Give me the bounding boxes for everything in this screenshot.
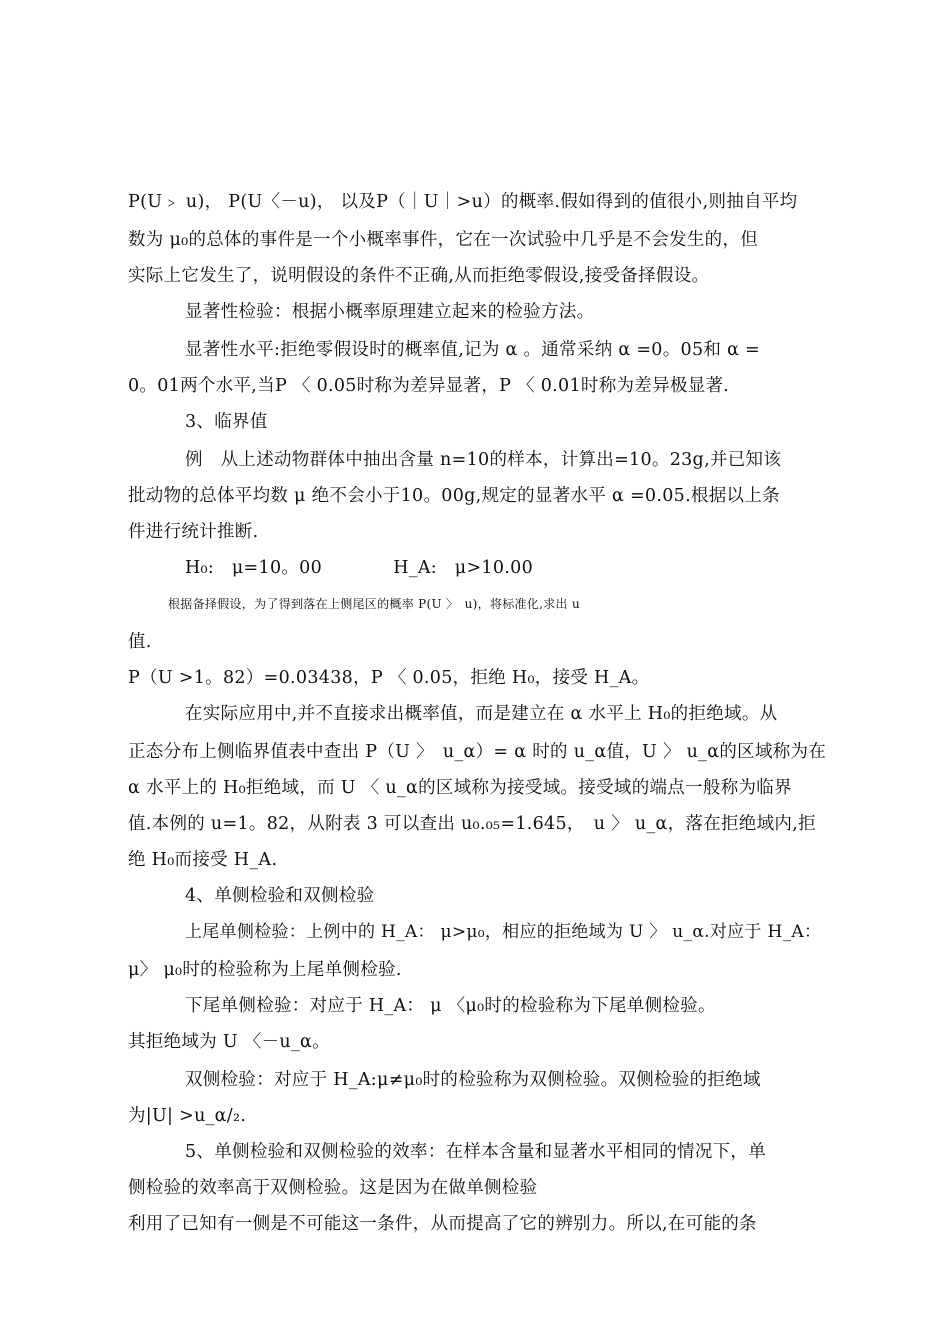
text-line: 上尾单侧检验：上例中的 H_A： μ>μ₀，相应的拒绝域为 U 〉 u_α.对应于 H_A：	[185, 922, 822, 942]
text-line: 显著性水平:拒绝零假设时的概率值,记为 α 。通常采纳 α =0。05和 α =	[185, 340, 761, 360]
text-line: 双侧检验：对应于 H_A:μ≠μ₀时的检验称为双侧检验。双侧检验的拒绝域	[185, 1070, 761, 1090]
text-line: 绝 H₀而接受 H_A.	[128, 850, 278, 870]
section-heading: 5、单侧检验和双侧检验的效率：在样本含量和显著水平相同的情况下，单	[185, 1142, 767, 1162]
hypothesis-line: H₀: μ=10。00 H_A: μ>10.00	[185, 558, 534, 578]
text-line: 值.	[128, 632, 152, 652]
text-line: 为|U| >u_α/₂.	[128, 1106, 247, 1126]
text-line: 例 从上述动物群体中抽出含量 n=10的样本，计算出=10。23g,并已知该	[185, 450, 782, 470]
text-line: 值.本例的 u=1。82，从附表 3 可以查出 u₀.₀₅=1.645， u 〉 u_α，落在拒绝域内,拒	[128, 814, 816, 834]
text-line: μ〉 μ₀时的检验称为上尾单侧检验.	[128, 960, 402, 980]
text-line: P（U >1。82）=0.03438，P 〈 0.05，拒绝 H₀，接受 H_A。	[128, 668, 650, 688]
text-line: 其拒绝域为 U 〈－u_α。	[128, 1032, 330, 1052]
section-heading: 4、单侧检验和双侧检验	[185, 886, 375, 906]
text-line: 显著性检验：根据小概率原理建立起来的检验方法。	[185, 302, 595, 322]
text-line: P(U﹥ u)， P(U〈－u)， 以及P（｜U｜>u）的概率.假如得到的值很小,则抽自平均	[128, 192, 798, 212]
text-line: α 水平上的 H₀拒绝域，而 U 〈 u_α的区域称为接受域。接受域的端点一般称为临界	[128, 778, 792, 798]
text-line: 下尾单侧检验：对应于 H_A： μ 〈μ₀时的检验称为下尾单侧检验。	[185, 996, 716, 1016]
text-line: 在实际应用中,并不直接求出概率值，而是建立在 α 水平上 H₀的拒绝域。从	[185, 704, 778, 724]
text-line: 0。01两个水平,当P 〈 0.05时称为差异显著，P 〈 0.01时称为差异极显著.	[128, 376, 730, 396]
text-line: 件进行统计推断.	[128, 522, 259, 542]
text-line: 利用了已知有一侧是不可能这一条件，从而提高了它的辨别力。所以,在可能的条	[128, 1214, 757, 1234]
text-line: 根据备择假设，为了得到落在上侧尾区的概率 P(U 〉 u)，将标准化,求出 u	[168, 597, 580, 611]
section-heading: 3、临界值	[185, 412, 268, 432]
text-line: 侧检验的效率高于双侧检验。这是因为在做单侧检验	[128, 1178, 538, 1198]
text-line: 数为 μ₀的总体的事件是一个小概率事件，它在一次试验中几乎是不会发生的，但	[128, 230, 759, 250]
text-line: 批动物的总体平均数 μ 绝不会小于10。00g,规定的显著水平 α =0.05.根据以上条	[128, 486, 780, 506]
text-line: 正态分布上侧临界值表中查出 P（U 〉 u_α）= α 时的 u_α值，U 〉 u_α的区域称为在	[128, 742, 827, 762]
text-line: 实际上它发生了，说明假设的条件不正确,从而拒绝零假设,接受备择假设。	[128, 266, 710, 286]
